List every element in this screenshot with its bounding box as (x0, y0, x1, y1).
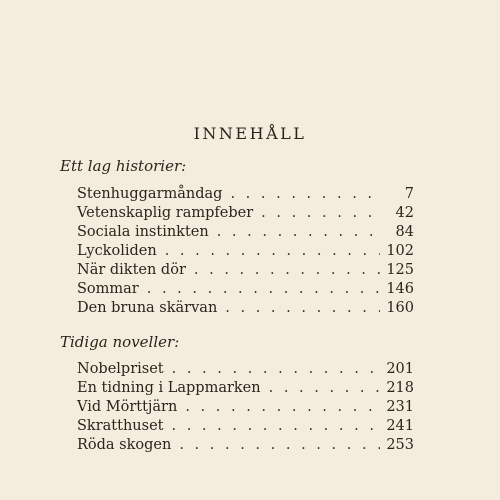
toc-entry (77, 186, 414, 205)
toc-entry-page: 7 (404, 186, 414, 202)
toc-entry (77, 437, 414, 456)
dot-leader (194, 262, 380, 278)
toc-entry-title: När dikten dör (77, 262, 186, 278)
toc-entry-page: 253 (386, 437, 414, 453)
toc-entry-page: 241 (386, 418, 414, 434)
toc-entry (77, 399, 414, 418)
toc-entry-page: 231 (386, 399, 414, 415)
dot-leader (230, 186, 384, 202)
toc-entry (77, 262, 414, 281)
section-heading: Tidiga noveller: (60, 333, 180, 351)
toc-entry (77, 224, 414, 243)
toc-entry-title: Vid Mörttjärn (77, 399, 178, 415)
dot-leader (147, 281, 381, 297)
toc-entry-page: 218 (386, 380, 414, 396)
dot-leader (269, 380, 381, 396)
page-title: INNEHÅLL (193, 124, 307, 143)
dot-leader (165, 243, 381, 259)
toc-entry-title: Röda skogen (77, 437, 172, 453)
toc-entry-title: Den bruna skärvan (77, 300, 218, 316)
toc-entry (77, 281, 414, 300)
toc-entry-title: Stenhuggarmåndag (77, 186, 223, 202)
dot-leader (225, 300, 380, 316)
toc-entry-title: Skratthuset (77, 418, 164, 434)
toc-entry (77, 205, 414, 224)
toc-entry-title: Lyckoliden (77, 243, 157, 259)
dot-leader (217, 224, 384, 240)
toc-entry-page: 102 (386, 243, 414, 259)
toc-entry-title: En tidning i Lappmarken (77, 380, 261, 396)
toc-entry-title: Sociala instinkten (77, 224, 209, 240)
dot-leader (179, 437, 380, 453)
toc-entry-page: 160 (386, 300, 414, 316)
toc-entry (77, 300, 414, 319)
toc-entry-title: Sommar (77, 281, 139, 297)
section-heading: Ett lag historier: (60, 157, 187, 175)
toc-entry (77, 361, 414, 380)
toc-entry (77, 243, 414, 262)
toc-entry (77, 380, 414, 399)
dot-leader (171, 418, 380, 434)
toc-entry-title: Nobelpriset (77, 361, 164, 377)
toc-entry-page: 146 (386, 281, 414, 297)
toc-list (77, 186, 414, 319)
toc-entry (77, 418, 414, 437)
toc-entry-page: 201 (386, 361, 414, 377)
dot-leader (172, 361, 381, 377)
toc-entry-page: 42 (395, 205, 414, 221)
toc-list (77, 361, 414, 456)
dot-leader (185, 399, 380, 415)
toc-entry-page: 125 (386, 262, 414, 278)
toc-entry-title: Vetenskaplig rampfeber (77, 205, 254, 221)
toc-entry-page: 84 (395, 224, 414, 240)
dot-leader (261, 205, 384, 221)
